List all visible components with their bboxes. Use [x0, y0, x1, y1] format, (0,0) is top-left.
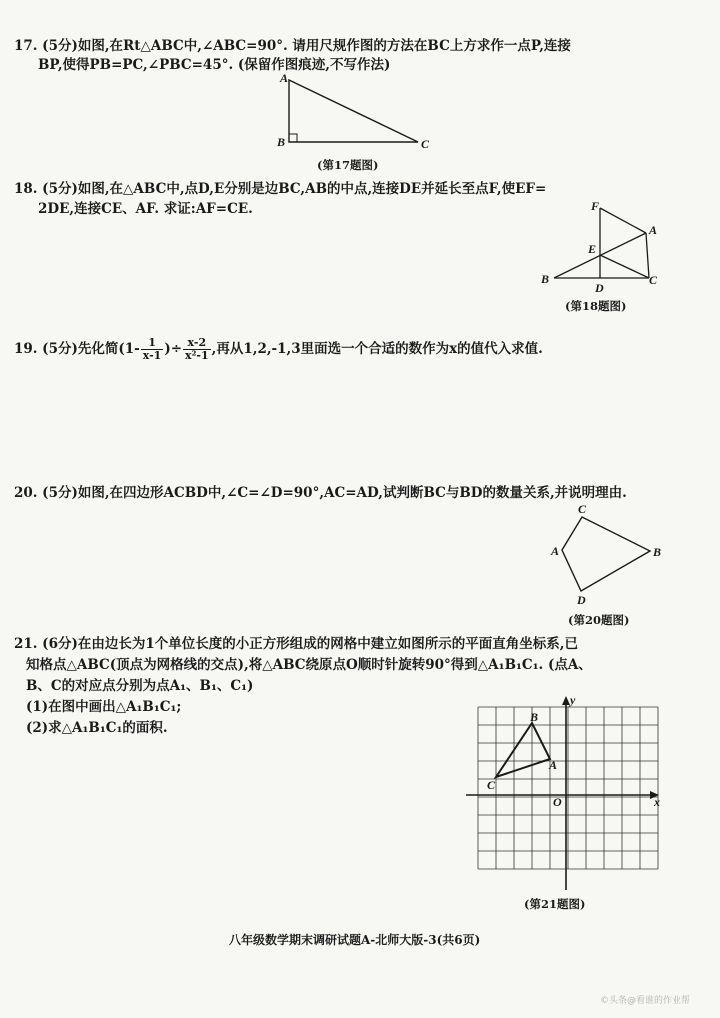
q21-subquestion-2: (2)求△A₁B₁C₁的面积. [26, 720, 168, 736]
q18-label-d: D [595, 281, 604, 295]
q19-frac2-denominator: x²-1 [185, 349, 209, 362]
q20-label-d: D [577, 593, 586, 607]
q18-label-b: B [541, 272, 550, 286]
q21-text-line3: B、C的对应点分别为点A₁、B₁、C₁) [26, 678, 254, 694]
q19-frac1-numerator: 1 [141, 337, 164, 350]
q21-subquestion-1: (1)在图中画出△A₁B₁C₁; [26, 699, 182, 715]
q18-text-line1: 18. (5分)如图,在△ABC中,点D,E分别是边BC,AB的中点,连接DE并延长至点F,使EF= [14, 181, 547, 197]
q18-label-e: E [588, 242, 597, 256]
watermark: ©头条@看谁的作业帮 [600, 996, 691, 1006]
q21-label-a: A [549, 758, 558, 772]
q18-text-line2: 2DE,连接CE、AF. 求证:AF=CE. [38, 201, 253, 217]
q21-y-axis-arrow [562, 696, 570, 705]
q17-text-line2: BP,使得PB=PC,∠PBC=45°. (保留作图痕迹,不写作法) [38, 57, 391, 73]
q18-label-c: C [649, 273, 658, 287]
q18-label-a: A [649, 223, 658, 237]
q19-suffix: ,再从1,2,-1,3里面选一个合适的数作为x的值代入求值. [211, 341, 543, 357]
q20-caption: (第20题图) [568, 613, 630, 627]
q20-label-a: A [551, 544, 560, 558]
q17-label-a: A [280, 71, 289, 85]
q21-text-line1: 21. (6分)在由边长为1个单位长度的小正方形组成的网格中建立如图所示的平面直角坐标系,已 [14, 636, 578, 652]
q19-frac1-denominator: x-1 [142, 349, 162, 362]
q21-text-line2: 知格点△ABC(顶点为网格线的交点),将△ABC绕原点O顺时针旋转90°得到△A₁B₁C₁. (点A、 [26, 657, 592, 673]
q21-label-o: O [553, 795, 562, 809]
q18-label-f: F [591, 199, 600, 213]
q20-label-c: C [578, 502, 587, 516]
q18-caption: (第18题图) [565, 299, 627, 313]
q19-prefix: 19. (5分)先化简(1- [14, 341, 140, 357]
q21-grid-lines [478, 707, 658, 869]
q20-label-b: B [653, 545, 662, 559]
q19-frac2-numerator: x-2 [183, 337, 211, 350]
q17-text-line1: 17. (5分)如图,在Rt△ABC中,∠ABC=90°. 请用尺规作图的方法在BC上方求作一点P,连接 [14, 38, 571, 54]
q21-caption: (第21题图) [524, 897, 586, 911]
page-footer: 八年级数学期末调研试题A-北师大版-3(共6页) [229, 933, 481, 947]
q21-label-y: y [570, 693, 576, 707]
q17-caption: (第17题图) [317, 158, 379, 172]
q20-text: 20. (5分)如图,在四边形ACBD中,∠C=∠D=90°,AC=AD,试判断BC与BD的数量关系,并说明理由. [14, 485, 627, 501]
q21-label-x: x [654, 795, 660, 809]
q17-label-c: C [421, 137, 430, 151]
q21-label-c: C [487, 778, 496, 792]
q21-triangle-abc [496, 723, 550, 777]
q17-label-b: B [277, 135, 286, 149]
q19-operator: )÷ [164, 341, 183, 357]
q21-label-b: B [530, 710, 539, 724]
